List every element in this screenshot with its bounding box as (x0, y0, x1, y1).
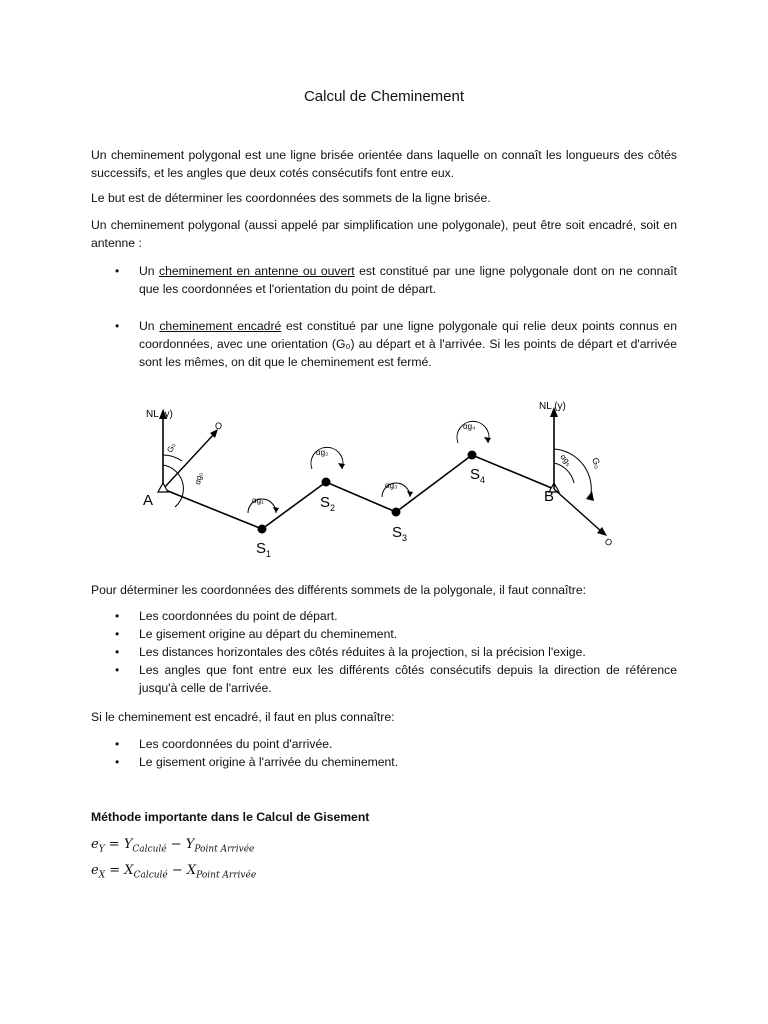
orientation-line-right (554, 489, 602, 532)
traverse-types-list (91, 262, 677, 298)
list-item: • Le gisement origine à l'arrivée du cheminement. (115, 755, 399, 769)
ag5-arc (554, 463, 574, 483)
traverse-path (163, 455, 554, 529)
bullet-icon: • (115, 645, 120, 659)
item-text: est constitué par une ligne polygonale qui relie deux points connus en coordonnées, avec une orientation (G₀) au départ et à l'arrivée. Si les points de départ et d'arrivée sont les mêmes, on dit que le cheminement est fermé. (139, 319, 677, 369)
item-text: est constitué par une ligne polygonale dont on ne connaît que les coordonnées et l'orientation du point de départ. (139, 264, 678, 296)
label-s2: $S_2$ (320, 494, 336, 513)
item-prefix: Un (139, 319, 160, 333)
bullet-icon: • (115, 609, 120, 623)
list-item: • Les coordonnées du point d'arrivée. (115, 737, 333, 751)
method-heading: Méthode importante dans le Calcul de Gisement (91, 810, 370, 824)
bullet-icon: • (115, 627, 120, 641)
traverse-types-list-2 (91, 317, 677, 371)
equation-ex: $e_X = X_{Calculé} - X_{Point Arrivée}$ (91, 863, 257, 881)
ag1-label: αg₁ (252, 496, 264, 505)
intro-paragraph-1: Un cheminement polygonal est une ligne brisée orientée dans laquelle on connaît les longueurs des côtés successifs, et les angles que deux cotés consécutifs font entre eux. (91, 148, 677, 180)
item-prefix: Un (139, 264, 159, 278)
needs-intro: Pour déterminer les coordonnées des différents sommets de la polygonale, il faut connaître: (91, 583, 587, 597)
label-s4: $S_4$ (470, 466, 486, 485)
g0-label-left: G₀ (165, 441, 178, 454)
o-label-right: O (603, 536, 615, 549)
page-title: Calcul de Cheminement (303, 88, 465, 105)
closed-intro: Si le cheminement est encadré, il faut en plus connaître: (91, 710, 395, 724)
label-s3: $S_3$ (392, 524, 408, 543)
nl-label-right: NL (y) (539, 401, 566, 412)
bullet-icon: • (115, 755, 120, 769)
orientation-line-left (163, 433, 215, 489)
intro-paragraph-2: Le but est de déterminer les coordonnées des sommets de la ligne brisée. (91, 191, 491, 205)
ag5-label: αg₅ (558, 452, 574, 468)
list-item: • Les angles que font entre eux les différents côtés consécutifs depuis la direction de référence jusqu'à celle de l'arrivée. (115, 663, 677, 695)
g0-arrow-right-icon (586, 491, 594, 501)
label-a: A (143, 492, 154, 509)
list-item: • Les distances horizontales des côtés réduites à la projection, si la précision l'exige. (115, 645, 586, 659)
list-item (91, 317, 677, 371)
equation-ey: $e_Y = Y_{Calculé} - Y_{Point Arrivée}$ (91, 837, 255, 855)
ag3-arrow-icon (407, 491, 413, 497)
intro-paragraph-3: Un cheminement polygonal (aussi appelé par simplification une polygonale), peut être soit encadré, soit en antenne : (91, 218, 677, 250)
station-s2-marker (322, 478, 331, 487)
list-item: • Les coordonnées du point de départ. (115, 609, 338, 623)
needs-list (91, 607, 677, 697)
bullet-icon: • (115, 663, 120, 677)
ag4-label: αg₄ (463, 422, 476, 431)
nl-label-left: NL (y) (146, 409, 173, 420)
station-s3-marker (392, 508, 401, 517)
term-open-traverse: cheminement en antenne ou ouvert (158, 264, 355, 278)
g0-label-right: G₀ (590, 456, 604, 470)
bullet-icon: • (115, 264, 120, 278)
label-b: B (544, 488, 555, 505)
o-label-left: O (215, 421, 223, 431)
g0-arc-left (163, 455, 182, 461)
ag0-label-left: αg₀ (193, 471, 205, 486)
closed-needs-list (91, 735, 677, 771)
label-s1: $S_1$ (256, 540, 272, 559)
ag2-arrow-icon (338, 463, 345, 469)
station-s1-marker (258, 525, 267, 534)
term-closed-traverse: cheminement encadré (159, 319, 282, 333)
ag1-arrow-icon (273, 507, 279, 513)
list-item (91, 262, 677, 298)
ag4-arrow-icon (484, 437, 491, 443)
station-s4-marker (468, 451, 477, 460)
list-item: • Le gisement origine au départ du cheminement. (115, 627, 398, 641)
bullet-icon: • (115, 319, 120, 333)
ag3-label: αg₃ (385, 481, 398, 490)
traverse-diagram (130, 395, 630, 560)
bullet-icon: • (115, 737, 120, 751)
ag2-label: αg₂ (316, 448, 329, 457)
